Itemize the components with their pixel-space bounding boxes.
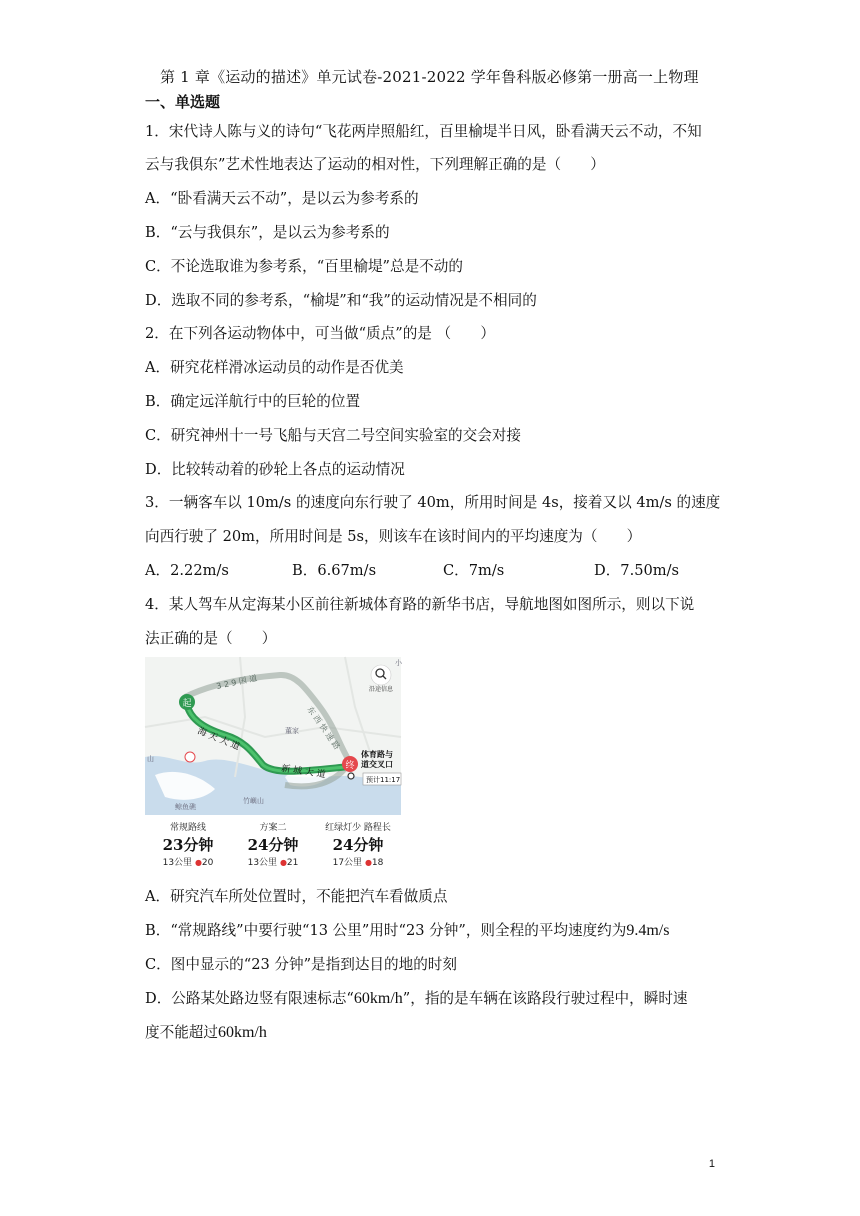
traffic-light-icon: ● — [279, 858, 287, 867]
q2-option-d: D．比较转动着的砂轮上各点的运动情况 — [145, 461, 405, 478]
q4-option-d — [145, 987, 688, 1008]
road-label-expressway: 东 西 快 速 路 — [305, 704, 342, 752]
traffic-light-count: 18 — [371, 858, 384, 868]
route-option-time: 24分钟 — [247, 836, 299, 854]
section-heading: 一、单选题 — [145, 93, 221, 111]
route-option-time: 24分钟 — [332, 836, 384, 854]
place-label-xiao: 小 — [395, 659, 402, 667]
q2-option-b: B．确定远洋航行中的巨轮的位置 — [145, 393, 361, 410]
q1-stem-line2: 云与我俱东”艺术性地表达了运动的相对性，下列理解正确的是（ ） — [145, 156, 605, 173]
q4-stem-line1: 4．某人驾车从定海某小区前往新城体育路的新华书店，导航地图如图所示，则以下说 — [145, 596, 695, 613]
q4-option-a: A．研究汽车所处位置时，不能把汽车看做质点 — [145, 888, 448, 905]
place-label-zhuyushan: 竹嶼山 — [243, 797, 264, 805]
q4-option-b-value: 9.4m/s — [626, 922, 670, 939]
q3-stem-line1: 3．一辆客车以 10m/s 的速度向东行驶了 40m，所用时间是 4s，接着又以 4m/s 的速度 — [145, 494, 721, 511]
page-number: 1 — [708, 1158, 715, 1170]
destination-label-line1: 体育路与 — [361, 750, 393, 759]
q4-option-b — [145, 919, 669, 940]
q4-option-d-line2-text: 度不能超过 — [145, 1024, 218, 1041]
q1-option-b: B．“云与我俱东”，是以云为参考系的 — [145, 224, 390, 241]
traffic-light-count: 21 — [286, 858, 299, 868]
route-option-2[interactable] — [230, 820, 316, 868]
search-along-route-label: 沿途信息 — [368, 686, 394, 693]
document-title: 第 1 章《运动的描述》单元试卷-2021-2022 学年鲁科版必修第一册高一上物理 — [160, 68, 699, 86]
q4-option-d-text: D．公路某处路边竖有限速标志“ — [145, 990, 354, 1007]
end-marker-label: 终 — [345, 761, 355, 771]
route-option-1[interactable] — [145, 820, 231, 868]
q1-option-d: D．选取不同的参考系，“榆堤”和“我”的运动情况是不相同的 — [145, 292, 537, 309]
place-label-dongjia: 董家 — [285, 727, 299, 735]
q3-option-d: D．7.50m/s — [594, 562, 680, 579]
place-label-shan: 山 — [147, 755, 154, 763]
q4-option-d-value: 60km/h — [353, 990, 403, 1007]
route-option-details — [145, 855, 231, 868]
route-option-label: 常规路线 — [169, 823, 206, 833]
q3-option-c: C．7m/s — [443, 562, 505, 579]
q1-stem-line1: 1．宋代诗人陈与义的诗句“飞花两岸照船红，百里榆堤半日风，卧看满天云不动，不知 — [145, 123, 702, 140]
q4-option-b-text: B．“常规路线”中要行驶“13 公里”用时“23 分钟”，则全程的平均速度约为 — [145, 922, 627, 939]
route-options — [145, 820, 401, 866]
q2-option-c: C．研究神州十一号飞船与天宫二号空间实验室的交会对接 — [145, 427, 522, 444]
q4-stem-line2: 法正确的是（ ） — [145, 630, 277, 647]
traffic-light-icon: ● — [364, 858, 372, 867]
road-label-xincheng: 新 城 大 道 — [280, 764, 327, 781]
route-option-label: 红绿灯少 路程长 — [325, 823, 391, 833]
traffic-light-icon: ● — [194, 858, 202, 867]
eta-label: 预计11:17 — [366, 776, 401, 784]
q2-stem: 2．在下列各运动物体中，可当做“质点”的是 （ ） — [145, 325, 495, 342]
route-distance: 17公里 — [332, 858, 363, 868]
start-marker-label: 起 — [182, 699, 192, 709]
destination-label-line2: 道交叉口 — [361, 760, 393, 769]
q4-option-d-line2-value: 60km/h — [217, 1024, 267, 1041]
route-option-details — [315, 855, 401, 868]
q4-option-d-line2 — [145, 1021, 267, 1042]
q3-option-b: B．6.67m/s — [292, 562, 377, 579]
route-option-details — [230, 855, 316, 868]
q4-option-d-text-cont: ”，指的是车辆在该路段行驶过程中，瞬时速 — [402, 990, 688, 1007]
q2-option-a: A．研究花样滑冰运动员的动作是否优美 — [145, 359, 404, 376]
q4-option-c: C．图中显示的“23 分钟”是指到达目的地的时刻 — [145, 956, 457, 973]
road-label-haitian: 海 天 大 道 — [195, 726, 241, 753]
navigation-map — [145, 657, 401, 815]
q1-option-c: C．不论选取谁为参考系，“百里榆堤”总是不动的 — [145, 258, 463, 275]
route-option-time: 23分钟 — [162, 836, 214, 854]
route-option-label: 方案二 — [259, 823, 287, 833]
navigation-map-figure — [145, 657, 401, 867]
route-option-3[interactable] — [315, 820, 401, 868]
route-distance: 13公里 — [162, 858, 193, 868]
place-label-jingyujiao: 鲸鱼礁 — [175, 803, 196, 811]
q3-option-a: A．2.22m/s — [145, 562, 229, 579]
traffic-light-count: 20 — [201, 858, 214, 868]
route-distance: 13公里 — [247, 858, 278, 868]
q1-option-a: A．“卧看满天云不动”，是以云为参考系的 — [145, 190, 419, 207]
q3-stem-line2: 向西行驶了 20m，所用时间是 5s，则该车在该时间内的平均速度为（ ） — [145, 528, 642, 545]
road-label-329: 3 2 9 国 道 — [215, 673, 258, 691]
